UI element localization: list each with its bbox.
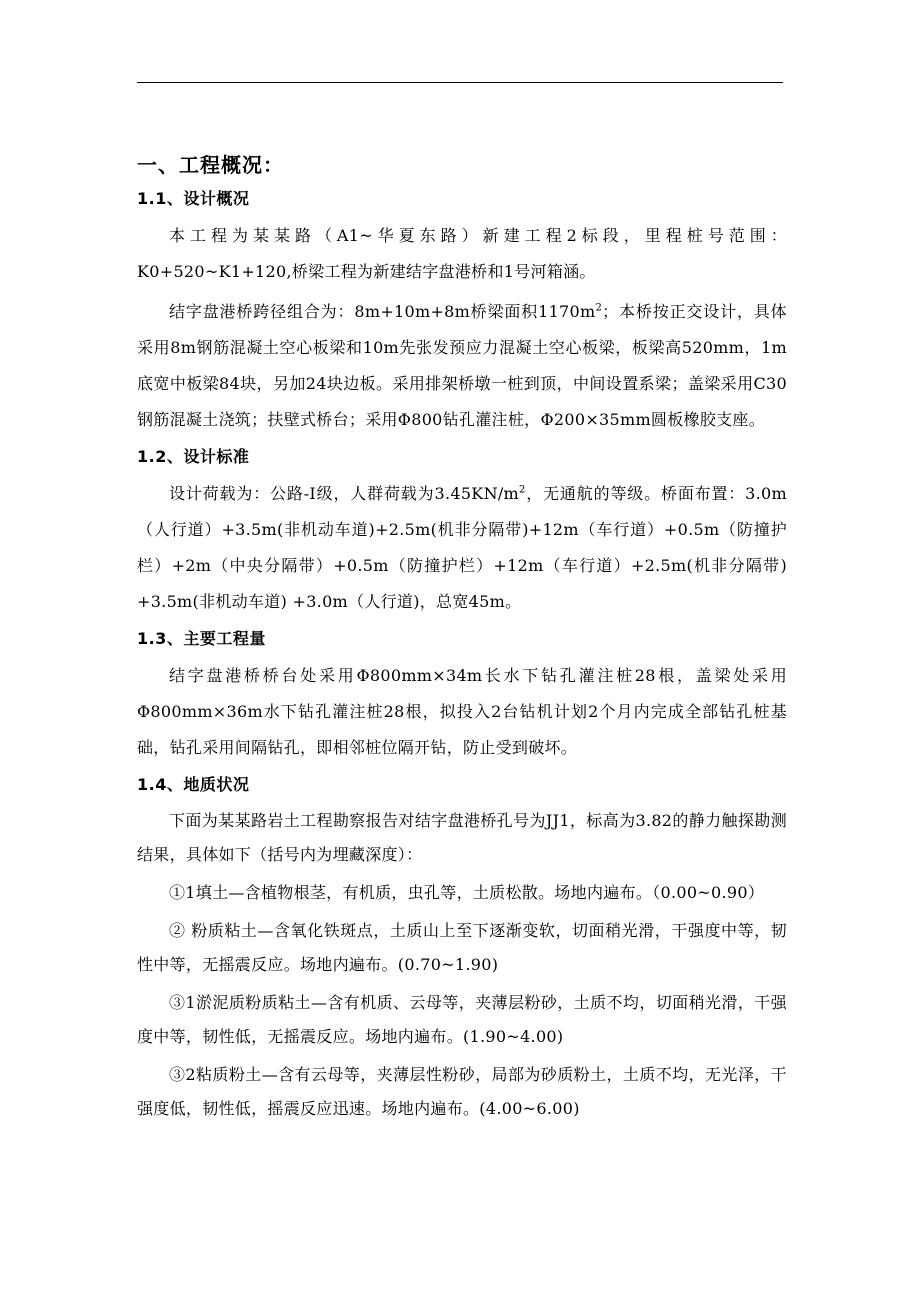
heading-geology: 1.4、地质状况 [137, 775, 250, 794]
list-item: ③2粘质粉土—含有云母等，夹薄层性粉砂，局部为砂质粉土，土质不均，无光泽，干强度低，韧性低，摇震反应迅速。场地内遍布。(4.00~6.00) [137, 1065, 787, 1118]
paragraph-bridge-design [137, 294, 787, 438]
section-title: 一、工程概况： [137, 153, 284, 177]
heading-design-standard: 1.2、设计标准 [137, 447, 250, 466]
list-item: ③1淤泥质粉质粘土—含有机质、云母等，夹薄层粉砂，土质不均，切面稍光滑，干强度中等，韧性低，无摇震反应。场地内遍布。(1.90~4.00) [137, 993, 787, 1046]
design-load-text-b: ，无通航的等级。桥面布置：3.0m（人行道）+3.5m(非机动车道)+2.5m(机非分隔带)+12m（车行道）+0.5m（防撞护栏）+2m（中央分隔带）+0.5m（防撞护栏）+12m（车行道）+2.5m(机非分隔带) +3.5m(非机动车道) +3.0m（人行道)，总宽45m。 [137, 484, 787, 611]
superscript-2: 2 [519, 484, 526, 496]
paragraph-quantities: 结字盘港桥桥台处采用Φ800mm×34m长水下钻孔灌注桩28根，盖梁处采用Φ800mm×36m水下钻孔灌注桩28根，拟投入2台钻机计划2个月内完成全部钻孔桩基础，钻孔采用间隔钻孔，即相邻桩位隔开钻，防止受到破坏。 [137, 666, 787, 757]
paragraph-project-scope: 本工程为某某路（A1~华夏东路）新建工程2标段，里程桩号范围：K0+520~K1+120,桥梁工程为新建结字盘港桥和1号河箱涵。 [137, 226, 787, 281]
document-body [137, 150, 787, 1130]
header-rule [137, 82, 783, 83]
superscript-2: 2 [595, 302, 603, 314]
heading-main-quantities: 1.3、主要工程量 [137, 629, 266, 648]
list-item: ② 粉质粘土—含氧化铁斑点，土质山上至下逐渐变软，切面稍光滑，干强度中等，韧性中等，无摇震反应。场地内遍布。(0.70~1.90) [137, 921, 787, 974]
bridge-design-text-a: 结字盘港桥跨径组合为：8m+10m+8m桥梁面积1170m [169, 302, 596, 321]
list-item: ①1填土—含植物根茎，有机质，虫孔等，土质松散。场地内遍布。（0.00~0.90） [169, 883, 765, 902]
bridge-design-text-b: ；本桥按正交设计，具体采用8m钢筋混凝土空心板梁和10m先张发预应力混凝土空心板梁，板梁高520mm，1m底宽中板梁84块，另加24块边板。采用排架桥墩一桩到顶，中间设置系梁；盖梁采用C30钢筋混凝土浇筑；扶壁式桥台；采用Φ800钻孔灌注桩，Φ200×35mm圆板橡胶支座。 [137, 302, 787, 429]
design-load-text-a: 设计荷载为：公路-I级，人群荷载为3.45KN/m [169, 484, 520, 503]
heading-design-overview: 1.1、设计概况 [137, 189, 250, 208]
paragraph-geology-intro: 下面为某某路岩土工程勘察报告对结字盘港桥孔号为JJ1，标高为3.82的静力触探勘测结果，具体如下（括号内为埋藏深度）： [137, 811, 787, 864]
paragraph-design-load [137, 476, 787, 620]
